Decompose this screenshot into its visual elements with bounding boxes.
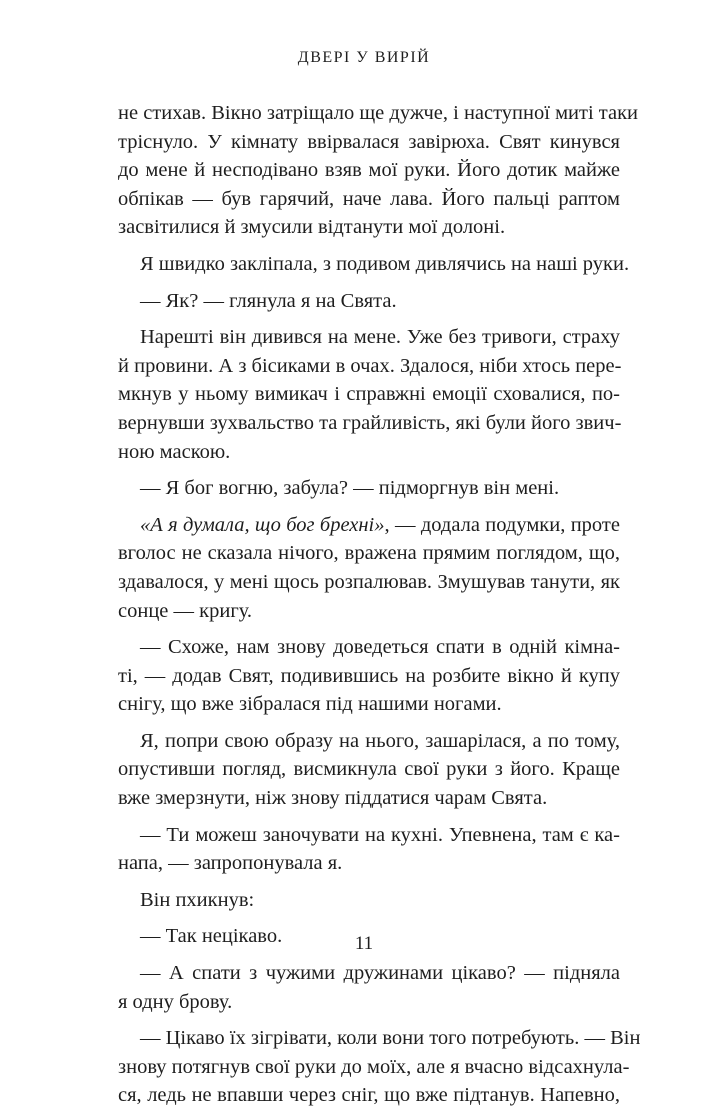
text-run: , — додала подумки, проте — [384, 513, 620, 536]
paragraph-gap — [118, 625, 620, 633]
text-line: — Як? — глянула я на Свята. — [140, 289, 397, 312]
paragraph-gap — [118, 503, 620, 511]
page-number: 11 — [354, 933, 374, 954]
text-line: сонце — кригу. — [118, 599, 253, 622]
text-line: — Так нецікаво. — [140, 925, 283, 948]
paragraph-gap — [118, 719, 620, 727]
text-line: снігу, що вже зібралася під нашими ногами. — [118, 693, 502, 716]
paragraph-gap — [118, 1016, 620, 1024]
text-line: — А спати з чужими дружинами цікаво? — підняла — [140, 962, 620, 985]
text-line: засвітилися й змусили відтанути мої долоні. — [118, 216, 506, 239]
text-line: й провини. А з бісиками в очах. Здалося, ніби хтось пере- — [118, 354, 622, 377]
text-line: обпікав — був гарячий, наче лава. Його пальці раптом — [118, 187, 620, 210]
text-line: вголос не сказала нічого, вражена прямим поглядом, що, — [118, 542, 620, 565]
paragraph — [118, 959, 620, 1016]
text-line: ті, — додав Свят, подивившись на розбите вікно й купу — [118, 664, 620, 687]
text-line: вже змерзнути, ніж знову піддатися чарам Свята. — [118, 787, 548, 810]
paragraph-gap — [118, 813, 620, 821]
text-line: — Цікаво їх зігрівати, коли вони того потребують. — Він — [140, 1027, 641, 1050]
paragraph — [118, 886, 620, 915]
paragraph — [118, 287, 620, 316]
italic-thought: «А я думала, що бог брехні» — [140, 513, 385, 536]
text-line: ною маскою. — [118, 440, 231, 463]
paragraph — [118, 99, 639, 242]
paragraph — [118, 821, 620, 878]
text-line: мкнув у ньому вимикач і справжні емоції сховалися, по- — [118, 383, 620, 406]
paragraph-gap — [118, 466, 620, 474]
paragraph — [118, 727, 620, 813]
paragraph — [118, 323, 620, 466]
paragraph-gap — [118, 878, 620, 886]
text-line: — Я бог вогню, забула? — підморгнув він мені. — [140, 477, 560, 500]
paragraph-gap — [118, 279, 620, 287]
text-line: Він пхикнув: — [140, 888, 255, 911]
text-line: тріснуло. У кімнату ввірвалася завірюха. Свят кинувся — [118, 130, 620, 153]
text-line — [118, 511, 620, 540]
paragraph-gap — [118, 914, 620, 922]
body-text — [118, 99, 641, 1110]
text-line: ся, ледь не впавши через сніг, що вже підтанув. Напевно, — [118, 1084, 620, 1107]
text-line: Нарешті він дивився на мене. Уже без тривоги, страху — [140, 326, 620, 349]
paragraph — [118, 474, 620, 503]
paragraph — [118, 250, 630, 279]
text-line: знову потягнув свої руки до моїх, але я вчасно відсахнула- — [118, 1055, 630, 1078]
paragraph-gap — [118, 242, 620, 250]
text-line: Я швидко закліпала, з подивом дивлячись на наші руки. — [140, 252, 630, 275]
paragraph — [118, 511, 620, 625]
running-head: ДВЕРІ У ВИРІЙ — [297, 49, 431, 66]
text-line: напа, — запропонувала я. — [118, 852, 343, 875]
paragraph-gap — [118, 315, 620, 323]
text-line: здавалося, у мені щось розпалював. Змушував танути, як — [118, 570, 620, 593]
text-line: — Схоже, нам знову доведеться спати в одній кімна- — [140, 636, 620, 659]
text-line: вернувши зухвальство та грайливість, які були його звич- — [118, 411, 622, 434]
text-line: не стихав. Вікно затріщало ще дужче, і наступної миті таки — [118, 102, 639, 124]
text-line: я одну брову. — [118, 990, 233, 1013]
text-line: Я, попри свою образу на нього, зашарілася, а по тому, — [140, 729, 620, 752]
text-line: — Ти можеш заночувати на кухні. Упевнена, там є ка- — [140, 823, 620, 846]
paragraph — [118, 633, 620, 719]
paragraph — [118, 1024, 641, 1110]
text-line: до мене й несподівано взяв мої руки. Його дотик майже — [118, 159, 620, 182]
text-line: опустивши погляд, висмикнула свої руки з його. Краще — [118, 758, 620, 781]
